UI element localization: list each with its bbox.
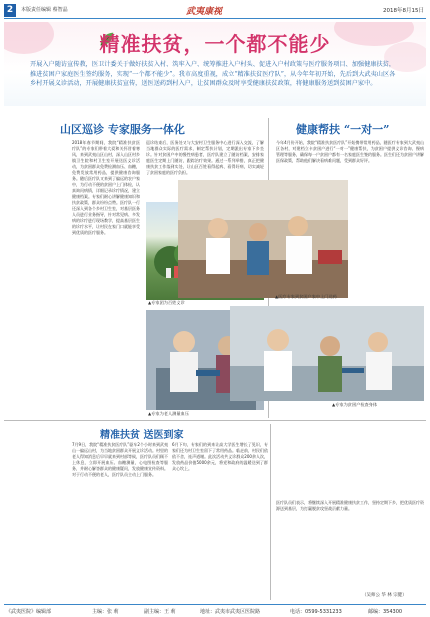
banner-intro: 开展入户随访宣传教，医卫计委关于做好扶贫入村、筑牢入户、统筹推进入户村头、促进入户村政策与医疗服务项目、加强健康扶贫，推进贫困户家庭医生签约服务，实现“一个都不能少”。我市高度重视，成立“精准扶贫医疗队”，从今年年初开始，先后到大武夷山区各乡村开展义诊活动，开展健康扶贫宣传，送医送药到村入户，让贫困群众及时享受健康扶贫政策，将健康服务送到贫困户家中。 [30,61,396,87]
banner-title: 精准扶贫，一个都不能少 [99,32,331,56]
right-text: 今年4月份开始，我院“精准扶贫医疗队”开始携带常用药品，随医疗专家到大武夷山区各村，对建档立卡贫困户进行“一对一”健康帮扶，为贫困户提供义诊咨询、慢病管理等服务，确保每一户贫困户都有一名家庭医生签约服务。医生们还为贫困户讲解医保政策，帮助他们解决看病难问题，受到群众好评。 [276,140,424,163]
right-caption-1: ▲医疗专家到贫困户家中上门送药 [275,294,337,299]
right-caption-2: ▲专家为贫困户检查身体 [332,402,378,407]
byline: （吴师公 华 林 宗健） [362,593,407,598]
left-col1-text: 2018年春节期间，我院“精准扶贫医疗队”的专家们带着大爱和关怀冒着寒风，来到武夷山区山村，深入山区村乡镇卫生院和村卫生室开展送医义诊活动，为贫困群众免费检测血压、血糖，免费发放常用药品，提供健康咨询服务。随后医疗队又来到了偏远的农户家中，为行动不便的贫困户上门体检，认真询问病情，详细记录诊疗情况，建立健康档案。专家们耐心讲解健康知识和扶贫政策，群众纷纷点赞。医疗队一行还深入到各个乡村卫生室，对基层医务人员进行业务指导，针对常见病、多发病的诊疗进行现场教学，提高基层医生的诊疗水平，让村民在家门口就能享受到优质的医疗服务。 [72,140,140,235]
masthead-logo: 武夷康视 [186,7,223,17]
photo-checkup [230,306,424,401]
left-caption-1: ▲专家团为百姓义诊 [148,300,185,305]
section-divider [4,420,426,421]
lower-col3-text: 医疗队员们表示，将继续深入开展精准健康扶贫工作，坚持定期下乡，把优质医疗资源送到基层，为打赢脱贫攻坚战贡献力量。 [276,500,424,511]
lower-col2-text: 6月下旬，专家们的到来让高大学医生增长了见识，专家们还为村卫生室留下了常用药品。临走前，村民们依依不舍，连声道谢。此次活动共义诊群众200余人次，发放药品价值5000余元，将党和政府的温暖送到了群众心坎上。 [172,442,268,471]
headline-banner [4,22,426,106]
column-divider [270,424,271,600]
masthead [4,4,426,19]
right-section-title: 健康帮扶 “一对一” [296,123,390,136]
page-footer [4,604,426,615]
left-col2-text: 巡诊结束后，医务处又与大安村卫生服务中心进行深入交流，了解当地群众实际的医疗需求，制定帮扶计划，定期派出专家下乡坐诊。针对贫困户中的慢性病患者，医疗队建立了随访档案，安排家庭医生定期上门随访，跟踪治疗效果。通过一系列举措，真正把健康扶贫工作落到实处，让山区百姓看得起病、看得好病，切实减轻了贫困家庭的医疗负担。 [146,140,264,175]
left-caption-2: ▲专家为老人测量血压 [148,411,189,416]
page-number: 2 [4,4,16,17]
masthead-date: 2018年8月15日 [383,8,424,14]
footer-phone: 电话：0599-5331233 [290,609,342,615]
footer-address: 地址：武夷市武夷区医院路 [200,609,261,615]
footer-deputy-editor: 副主编：王 莉 [144,609,176,615]
lower-section-title: 精准扶贫 送医到家 [100,430,184,441]
photo-home-visit [178,180,348,298]
footer-publication: 《武夷医院》编辑部 [6,609,52,615]
masthead-editor: 本版责任编辑 蔡智晶 [21,7,68,13]
lower-col1-text: 7月9日，我院“精准扶贫医疗队”驱车2个小时来到武夷山一偏远山村，为当地贫困群众开展义诊活动。村里的老人得知消息后早早就来到村部等候，医疗队员们顾不上休息，立即开展血压、血糖测量，心电图检查等服务，并耐心解答群众的健康疑问，发放健康宣传资料。对于行动不便的老人，医疗队员主动上门服务。 [72,442,168,477]
footer-editor: 主编：张 莉 [92,609,119,615]
left-section-title: 山区巡诊 专家服务一体化 [60,123,185,136]
footer-postcode: 邮编：354300 [368,609,403,615]
